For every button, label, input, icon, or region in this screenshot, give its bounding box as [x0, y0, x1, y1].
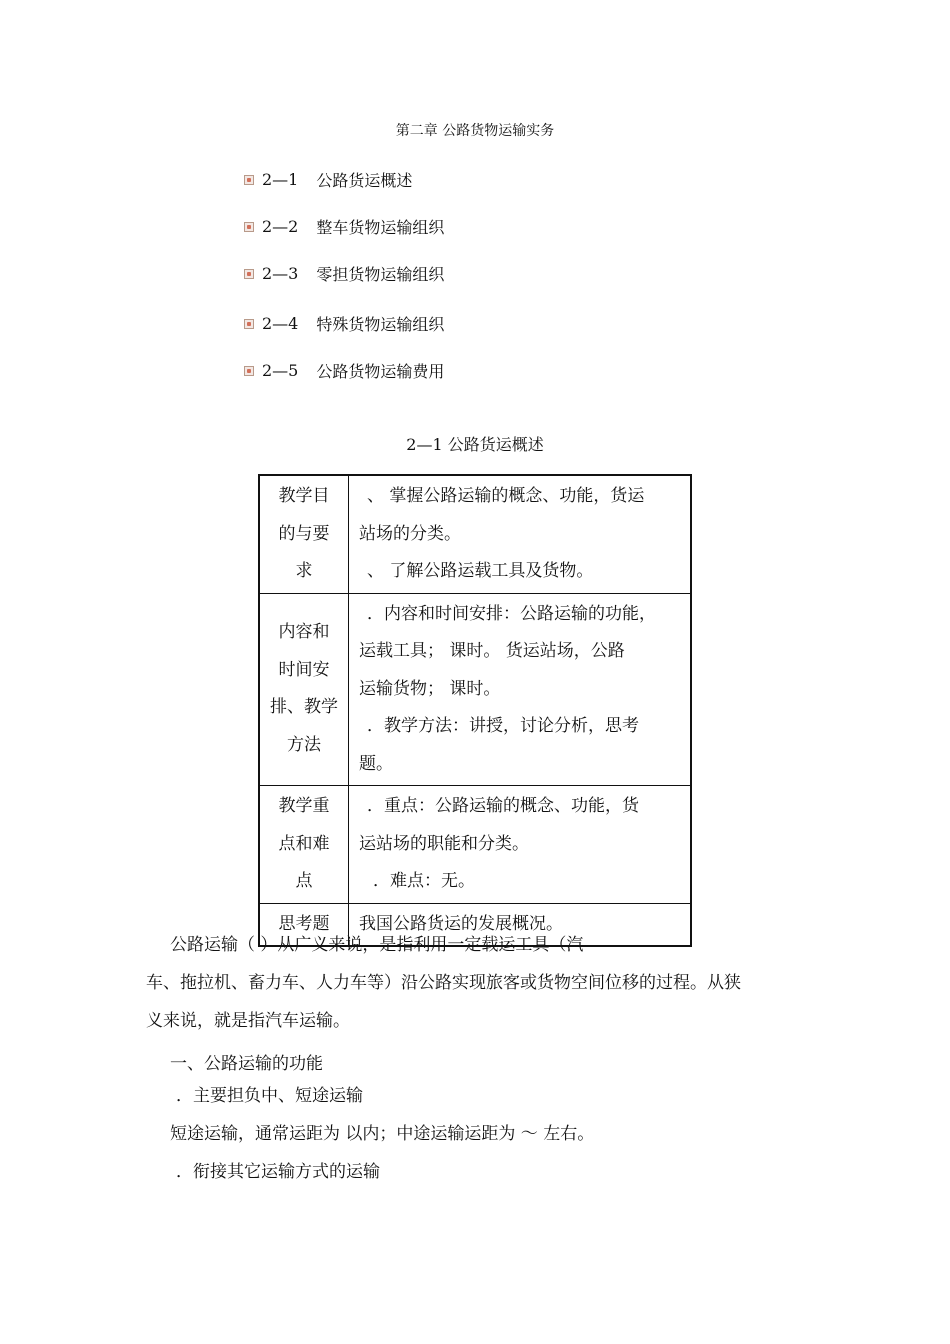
- row-header: 教学重 点和难 点: [259, 786, 349, 904]
- document-icon: [244, 269, 254, 279]
- document-icon: [244, 175, 254, 185]
- document-icon: [244, 222, 254, 232]
- toc-label: 整车货物运输组织: [316, 218, 445, 237]
- row-content: 我国公路货运的发展概况。: [349, 903, 692, 946]
- toc-number: 2—1: [262, 170, 299, 189]
- toc-item-2-3[interactable]: [244, 262, 444, 285]
- document-icon: [244, 366, 254, 376]
- table-row: [259, 475, 691, 593]
- toc-item-2-4[interactable]: [244, 312, 444, 335]
- toc-label: 公路货运概述: [316, 171, 413, 190]
- row-content: 、 掌握公路运输的概念、功能，货运 站场的分类。 、 了解公路运载工具及货物。: [349, 475, 692, 593]
- table-row: [259, 786, 691, 904]
- list-item: ．衔接其它运输方式的运输: [176, 1162, 380, 1182]
- row-content: ．重点：公路运输的概念、功能，货 运站场的职能和分类。 ．难点：无。: [349, 786, 692, 904]
- toc-number: 2—4: [262, 314, 299, 333]
- section-title: 2—1 公路货运概述: [406, 435, 544, 454]
- toc-number: 2—5: [262, 361, 299, 380]
- heading-functions: 一、公路运输的功能: [170, 1054, 323, 1074]
- toc-number: 2—3: [262, 264, 299, 283]
- paragraph-line: 义来说，就是指汽车运输。: [146, 1011, 350, 1031]
- toc-label: 特殊货物运输组织: [316, 315, 445, 334]
- row-content: ．内容和时间安排：公路运输的功能， 运载工具； 课时。 货运站场，公路 运输货物； 课时。 ．教学方法：讲授，讨论分析，思考 题。: [349, 593, 692, 786]
- table-row: [259, 593, 691, 786]
- toc-label: 公路货物运输费用: [316, 362, 445, 381]
- toc-item-2-2[interactable]: [244, 215, 444, 238]
- teaching-plan-table: [258, 474, 692, 947]
- list-item: ．主要担负中、短途运输: [176, 1086, 363, 1106]
- paragraph-line: 车、拖拉机、畜力车、人力车等）沿公路实现旅客或货物空间位移的过程。从狭: [146, 973, 741, 993]
- paragraph-line: 公路运输（ ）从广义来说，是指利用一定载运工具（汽: [170, 935, 584, 955]
- row-header: 教学目 的与要 求: [259, 475, 349, 593]
- toc-label: 零担货物运输组织: [316, 265, 445, 284]
- row-header: 思考题: [259, 903, 349, 946]
- chapter-title: 第二章 公路货物运输实务: [395, 123, 555, 139]
- list-item-detail: 短途运输，通常运距为 以内；中途运输运距为 ～ 左右。: [170, 1124, 595, 1144]
- toc-item-2-1[interactable]: [244, 168, 412, 191]
- document-icon: [244, 319, 254, 329]
- row-header: 内容和 时间安 排、教学 方法: [259, 593, 349, 786]
- toc-number: 2—2: [262, 217, 299, 236]
- toc-item-2-5[interactable]: [244, 359, 444, 382]
